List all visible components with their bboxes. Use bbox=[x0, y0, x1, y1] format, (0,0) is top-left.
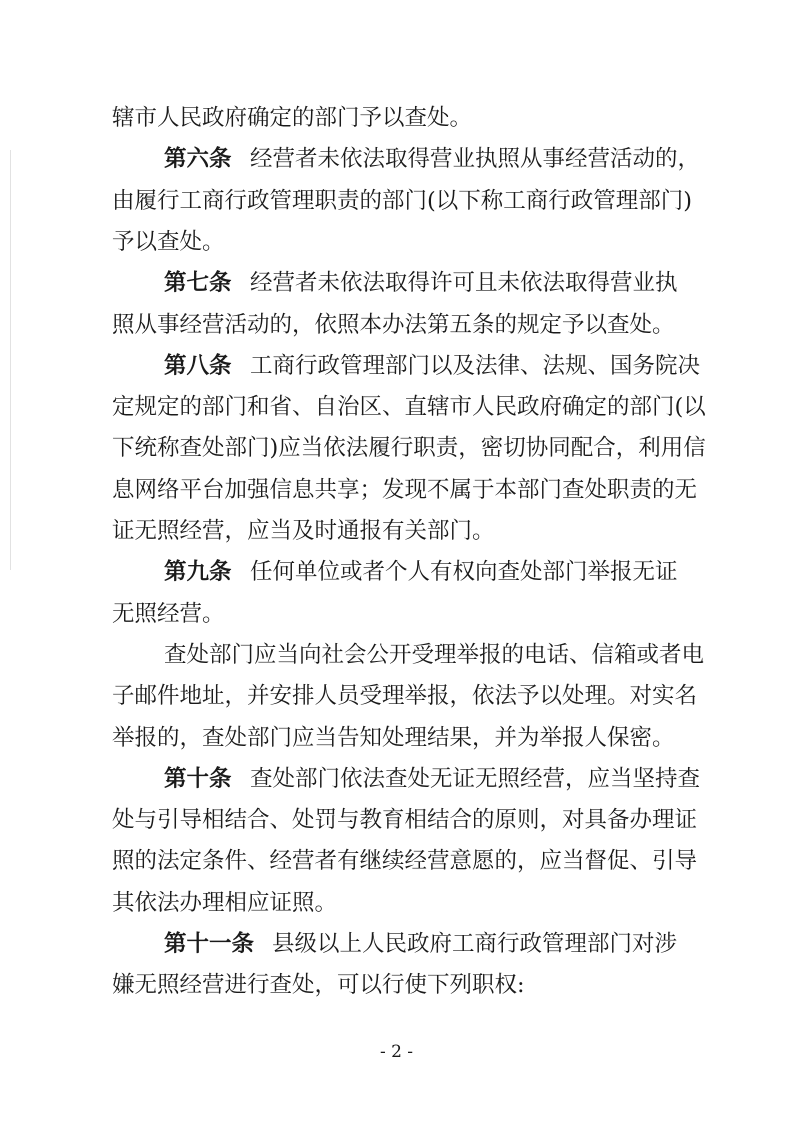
line-text: 定规定的部门和省、自治区、直辖市人民政府确定的部门(以 bbox=[112, 394, 706, 421]
line-text: 任何单位或者个人有权向查处部门举报无证 bbox=[250, 559, 678, 586]
line-text: 辖市人民政府确定的部门予以查处。 bbox=[112, 105, 473, 131]
article-line-art9 bbox=[0, 552, 793, 592]
text-line bbox=[0, 594, 793, 634]
line-text: 由履行工商行政管理职责的部门(以下称工商行政管理部门) bbox=[112, 187, 693, 214]
article-label-art10: 第十条 bbox=[164, 765, 232, 792]
line-text: 举报的，查处部门应当告知处理结果，并为举报人保密。 bbox=[112, 724, 675, 751]
text-line bbox=[0, 387, 793, 427]
page-number: - 2 - bbox=[379, 1042, 414, 1062]
article-line-art8 bbox=[0, 346, 793, 386]
line-text: 经营者未依法取得许可且未依法取得营业执 bbox=[250, 270, 678, 297]
line-text: 处与引导相结合、处罚与教育相结合的原则，对具备办理证 bbox=[112, 807, 698, 834]
text-line bbox=[0, 181, 793, 221]
article-label-art9: 第九条 bbox=[164, 559, 232, 586]
line-text: 无照经营。 bbox=[112, 600, 225, 627]
line-text: 息网络平台加强信息共享；发现不属于本部门查处职责的无 bbox=[112, 476, 698, 503]
line-text: 证无照经营，应当及时通报有关部门。 bbox=[112, 518, 495, 544]
text-line bbox=[0, 718, 793, 758]
line-text: 经营者未依法取得营业执照从事经营活动的， bbox=[250, 146, 701, 173]
line-text: 嫌无照经营进行查处，可以行使下列职权: bbox=[112, 972, 525, 999]
text-line bbox=[0, 222, 793, 262]
text-line bbox=[0, 305, 793, 345]
line-text: 下统称查处部门)应当依法履行职责，密切协同配合，利用信 bbox=[112, 435, 706, 462]
text-line bbox=[0, 965, 793, 1005]
text-line bbox=[0, 428, 793, 468]
article-label-art6: 第六条 bbox=[164, 146, 232, 173]
text-line bbox=[0, 883, 793, 923]
line-text: 子邮件地址，并安排人员受理举报，依法予以处理。对实名 bbox=[112, 683, 698, 710]
line-text: 照从事经营活动的，依照本办法第五条的规定予以查处。 bbox=[112, 311, 675, 338]
text-line bbox=[0, 841, 793, 881]
line-text: 照的法定条件、经营者有继续经营意愿的，应当督促、引导 bbox=[112, 848, 698, 875]
text-line bbox=[0, 800, 793, 840]
article-line-art10 bbox=[0, 759, 793, 799]
article-label-art7: 第七条 bbox=[164, 270, 232, 297]
line-text: 查处部门应当向社会公开受理举报的电话、信箱或者电 bbox=[164, 641, 705, 668]
article-label-art8: 第八条 bbox=[164, 352, 232, 379]
article-line-art11 bbox=[0, 924, 793, 964]
text-line bbox=[0, 635, 793, 675]
line-text: 予以查处。 bbox=[112, 228, 225, 255]
text-line bbox=[0, 511, 793, 551]
text-line bbox=[0, 470, 793, 510]
line-text: 工商行政管理部门以及法律、法规、国务院决 bbox=[250, 352, 701, 379]
article-label-art11: 第十一条 bbox=[164, 931, 255, 957]
line-text: 查处部门依法查处无证无照经营，应当坚持查 bbox=[250, 765, 701, 792]
line-text: 县级以上人民政府工商行政管理部门对涉 bbox=[272, 931, 678, 957]
text-line bbox=[0, 98, 793, 138]
article-line-art6 bbox=[0, 139, 793, 179]
article-line-art7 bbox=[0, 263, 793, 303]
text-line bbox=[0, 676, 793, 716]
line-text: 其依法办理相应证照。 bbox=[112, 889, 338, 916]
